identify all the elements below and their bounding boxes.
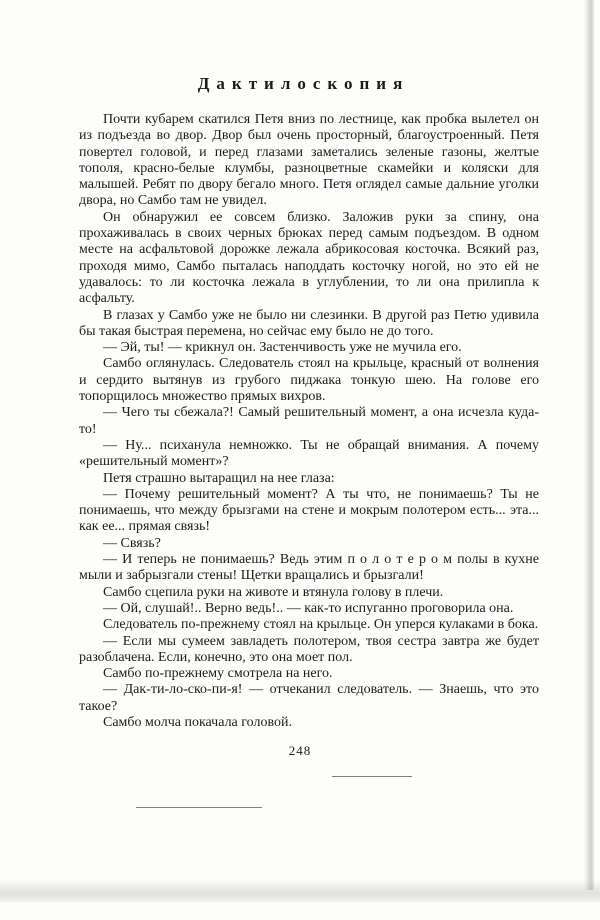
print-artifact-line — [332, 776, 412, 777]
paragraph: Самбо по-прежнему смотрела на него. — [103, 666, 333, 682]
paragraph: Самбо оглянулась. Следователь стоял на крыльце, красный от волнения и сердито вытянув из грубого пиджака тонкую шею. На голове его топорщилось множество прямых вихров. — [79, 356, 539, 405]
paragraph: Следователь по-прежнему стоял на крыльце. Он уперся кулаками в бока. — [103, 617, 539, 633]
paragraph: — Чего ты сбежала?! Самый решительный момент, а она исчезла куда-то! — [79, 405, 539, 437]
paragraph: — Ой, слушай!.. Верно ведь!.. — как-то испуганно проговорила она. — [103, 600, 514, 616]
paragraph: Самбо сцепила руки на животе и втянула голову в плечи. — [103, 584, 444, 600]
paragraph: Петя страшно вытаращил на нее глаза: — [103, 470, 335, 486]
paragraph: Самбо молча покачала головой. — [103, 714, 292, 730]
paragraph: — И теперь не понимаешь? Ведь этим п о л о т е р о м полы в кухне мыли и забрызгали стены! Щетки вращались и брызгали! — [79, 552, 539, 584]
page-number: 248 — [288, 743, 312, 759]
paragraph: — Если мы сумеем завладеть полотером, твоя сестра завтра же будет разоблачена. Если, конечно, это она моет пол. — [79, 633, 539, 665]
paragraph: — Ну... психанула немножко. Ты не обращай внимания. А почему «решительный момент»? — [79, 437, 539, 470]
paragraph: — Связь? — [103, 535, 161, 551]
print-artifact-line — [136, 807, 262, 808]
paragraph: — Почему решительный момент? А ты что, не понимаешь? Ты не понимаешь, что между брызгами на стене и мокрым полотером есть... эта... как ее... прямая связь! — [79, 486, 539, 535]
page-edge-shadow-right — [584, 0, 594, 890]
paragraph: Почти кубарем скатился Петя вниз по лестнице, как пробка вылетел он из подъезда во двор. Двор был очень просторный, благоустроенный. Петя повертел головой, и перед глазами заметались зеленые газоны, желтые тополя, красно-белые клумбы, разноцветные скамейки и коляски для малышей. Ребят по двору бегало много. Петя оглядел самые дальние уголки двора, но Самбо там не увидел. — [79, 112, 539, 209]
paragraph: В глазах у Самбо уже не было ни слезинки. В другой раз Петю удивила бы такая быстрая перемена, но сейчас ему было не до того. — [79, 307, 539, 339]
paragraph: — Дак-ти-ло-ско-пи-я! — отчеканил следователь. — Знаешь, что это такое? — [79, 682, 539, 714]
paragraph: — Эй, ты! — крикнул он. Застенчивость уже не мучила его. — [103, 340, 462, 356]
body-text — [79, 112, 539, 731]
page-edge-shadow-bottom — [0, 880, 600, 902]
paragraph: Он обнаружил ее совсем близко. Заложив руки за спину, она прохаживалась в своих черных брюках перед самым подъездом. В одном месте на асфальтовой дорожке лежала абрикосовая косточка. Всякий раз, проходя мимо, Самбо пыталась наподдать косточку ногой, но это ей не удавалось: то ли косточка лежала в углублении, то ли она прилипла к асфальту. — [79, 209, 539, 307]
chapter-title: Дактилоскопия — [197, 74, 410, 93]
